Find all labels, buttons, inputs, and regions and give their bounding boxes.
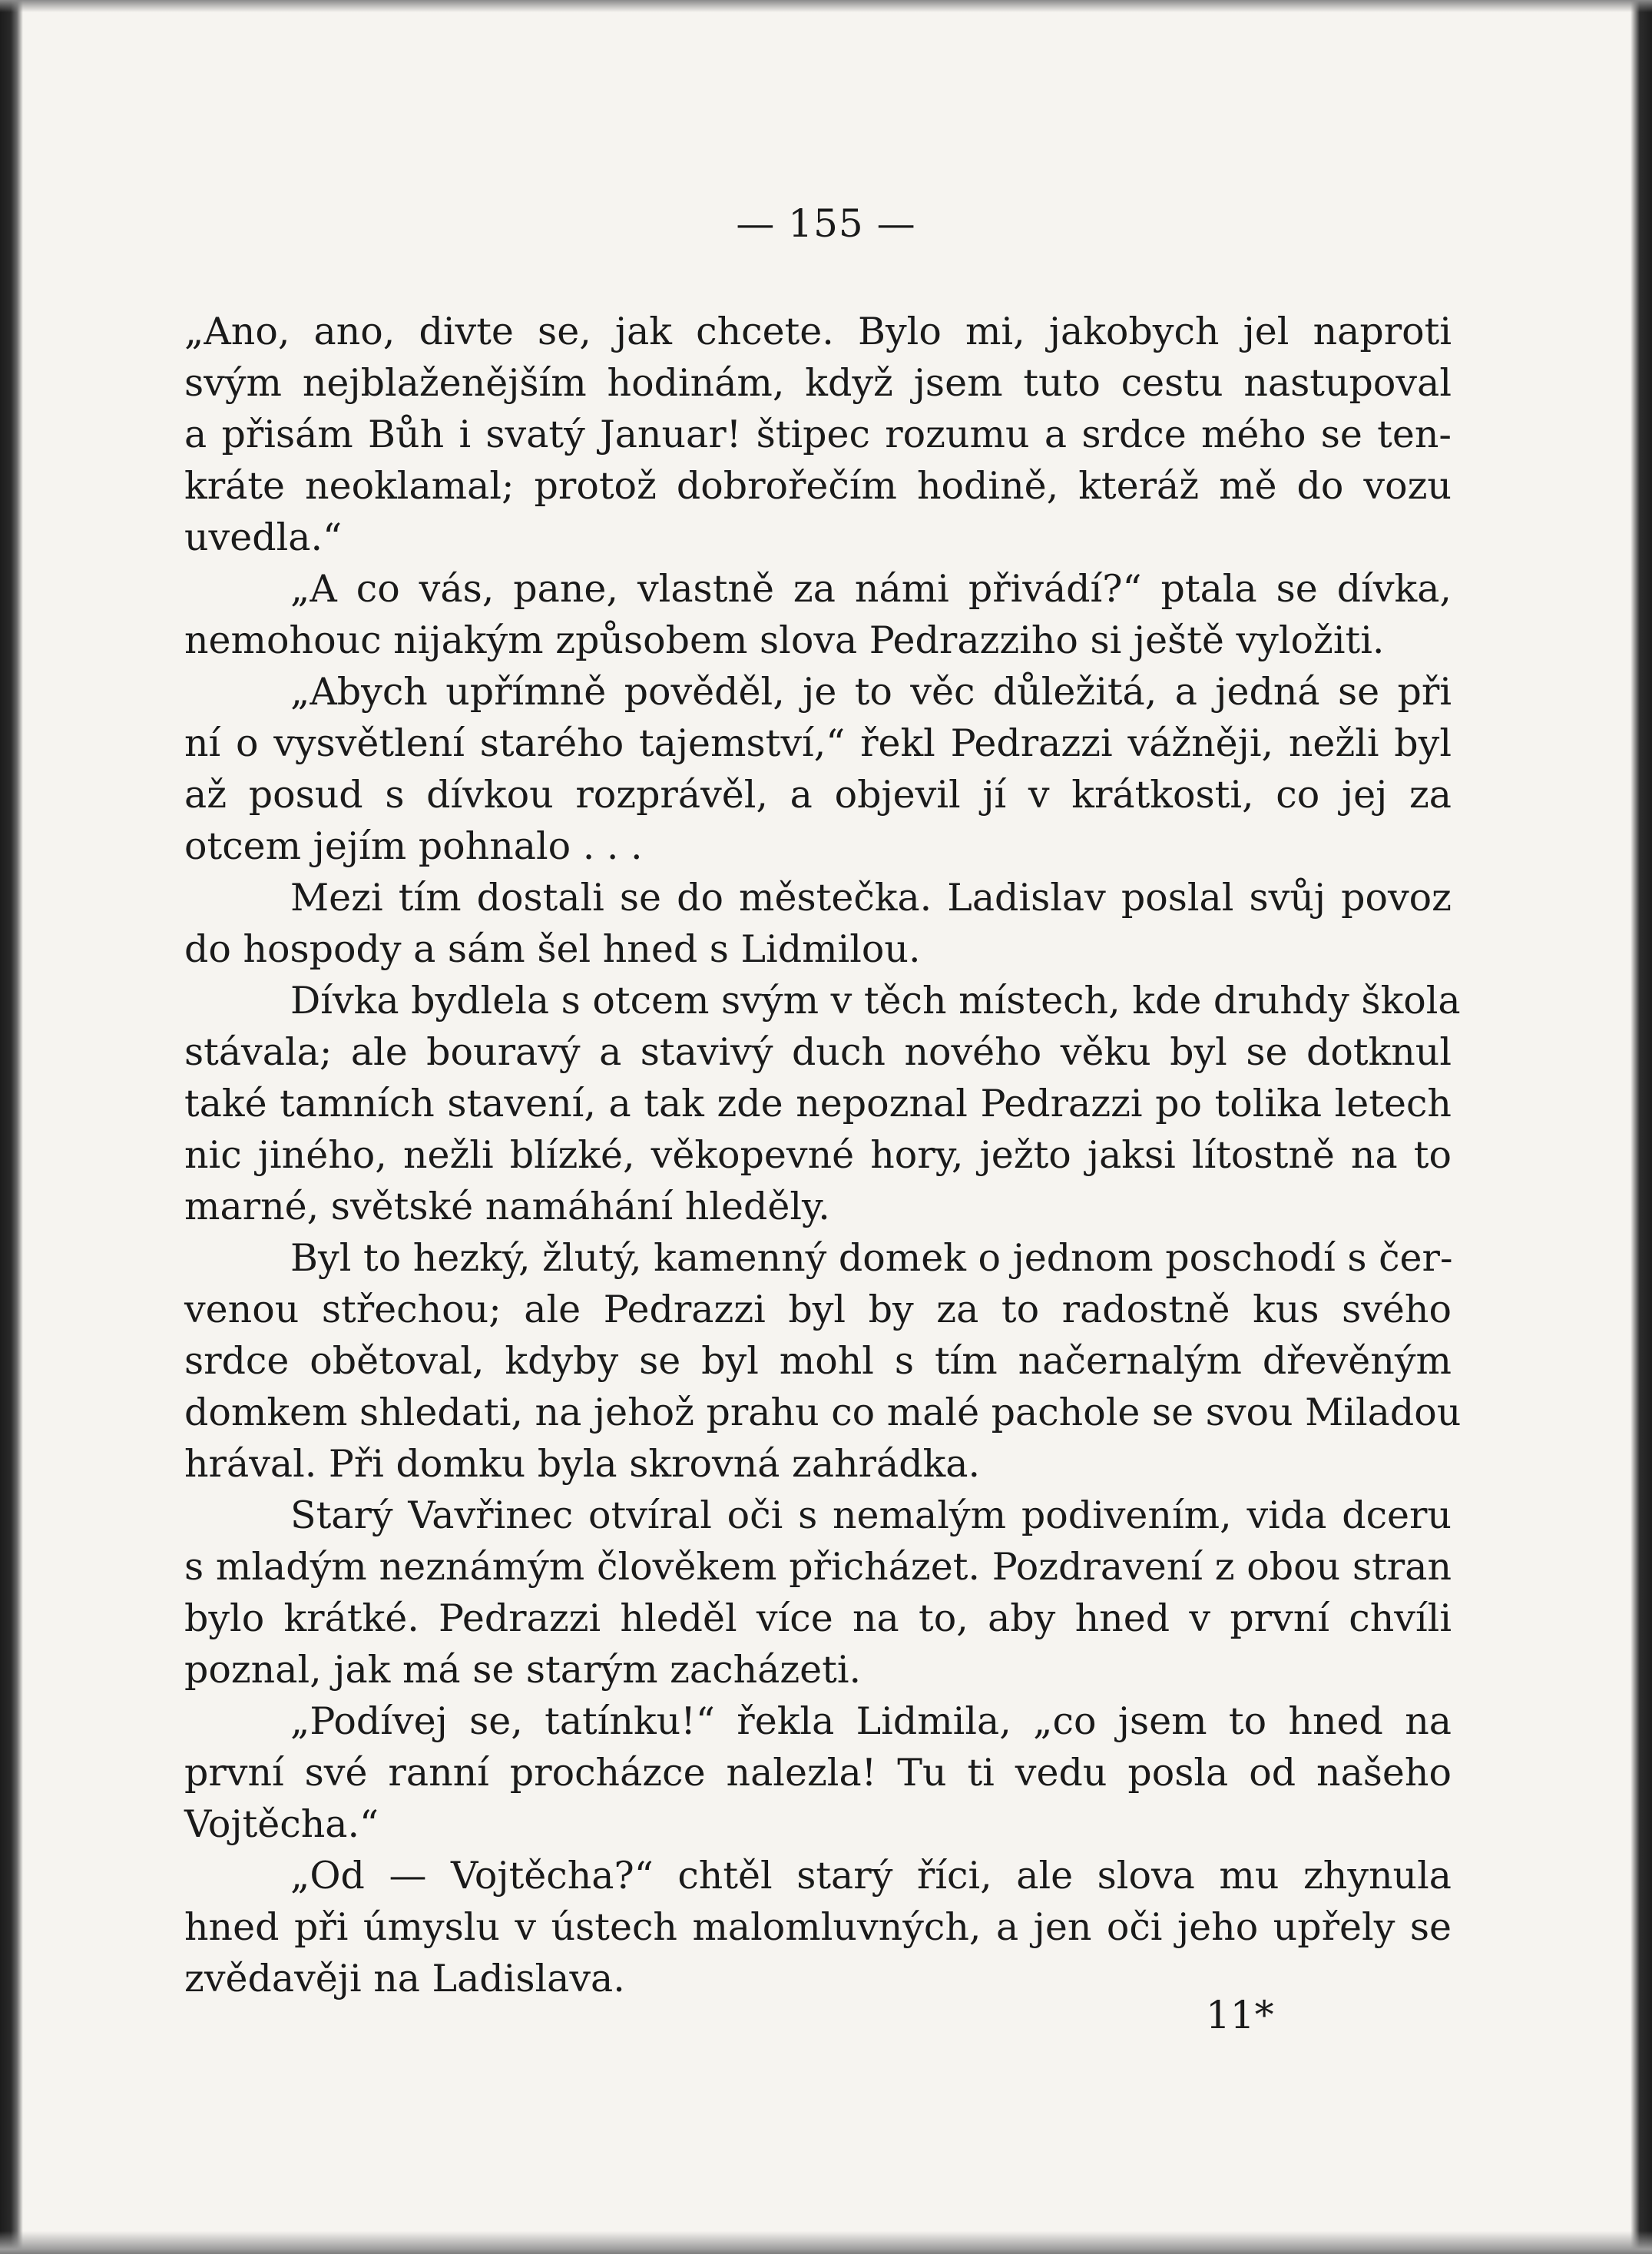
text-line: „A co vás, pane, vlastně za námi přivádí?“ ptala se dívka, (290, 567, 1452, 611)
text-line: nic jiného, nežli blízké, věkopevné hory, ježto jaksi lítostně na to (184, 1133, 1452, 1177)
text-line: až posud s dívkou rozprávěl, a objevil jí v krátkosti, co jej za (184, 773, 1452, 817)
text-line: „Od — Vojtěcha?“ chtěl starý říci, ale slova mu zhynula (290, 1854, 1452, 1898)
text-line: marné, světské namáhání hleděly. (184, 1185, 830, 1228)
text-line: otcem jejím pohnalo . . . (184, 824, 643, 868)
text-line: venou střechou; ale Pedrazzi byl by za to radostně kus svého (184, 1288, 1452, 1331)
text-line: hrával. Při domku byla skrovná zahrádka. (184, 1442, 981, 1486)
text-line: Mezi tím dostali se do městečka. Ladislav poslal svůj povoz (290, 876, 1452, 920)
text-line: Byl to hezký, žlutý, kamenný domek o jednom poschodí s čer- (290, 1236, 1453, 1280)
text-line: také tamních stavení, a tak zde nepoznal Pedrazzi po tolika letech (184, 1082, 1452, 1125)
text-line: „Podívej se, tatínku!“ řekla Lidmila, „co jsem to hned na (290, 1699, 1452, 1743)
text-line: do hospody a sám šel hned s Lidmilou. (184, 927, 921, 971)
body-text (184, 306, 1462, 2004)
text-line: Starý Vavřinec otvíral oči s nemalým podivením, vida dceru (290, 1493, 1452, 1537)
page-right-edge (1630, 0, 1652, 2254)
page-left-edge (0, 0, 23, 2254)
text-line: „Ano, ano, divte se, jak chcete. Bylo mi, jakobych jel naproti (184, 310, 1452, 353)
text-line: první své ranní procházce nalezla! Tu ti vedu posla od našeho (184, 1751, 1452, 1795)
signature-mark: 11* (1206, 1993, 1274, 2037)
text-line: uvedla.“ (184, 515, 343, 559)
text-line: „Abych upřímně pověděl, je to věc důležitá, a jedná se při (290, 670, 1452, 714)
text-line: bylo krátké. Pedrazzi hleděl více na to, aby hned v první chvíli (184, 1596, 1452, 1640)
text-line: kráte neoklamal; protož dobrořečím hodině, kteráž mě do vozu (184, 464, 1452, 508)
text-line: Vojtěcha.“ (184, 1802, 379, 1846)
text-line: a přisám Bůh i svatý Januar! štipec rozumu a srdce mého se ten- (184, 413, 1452, 456)
text-line: zvědavěji na Ladislava. (184, 1957, 625, 2000)
text-line: ní o vysvětlení starého tajemství,“ řekl Pedrazzi vážněji, nežli byl (184, 721, 1452, 765)
page-number: — 155 — (736, 201, 916, 246)
page-bottom-edge (0, 2231, 1652, 2254)
page-top-edge (0, 0, 1652, 12)
text-line: svým nejblaženějším hodinám, když jsem tuto cestu nastupoval (184, 361, 1452, 405)
text-line: stávala; ale bouravý a stavivý duch nového věku byl se dotknul (184, 1030, 1452, 1074)
text-line: s mladým neznámým člověkem přicházet. Pozdravení z obou stran (184, 1545, 1452, 1589)
text-line: poznal, jak má se starým zacházeti. (184, 1648, 862, 1692)
text-line: hned při úmyslu v ústech malomluvných, a jen oči jeho upřely se (184, 1905, 1452, 1949)
text-line: domkem shledati, na jehož prahu co malé pachole se svou Miladou (184, 1391, 1462, 1434)
text-line: nemohouc nijakým způsobem slova Pedrazziho si ještě vyložiti. (184, 618, 1385, 662)
text-line: srdce obětoval, kdyby se byl mohl s tím načernalým dřevěným (184, 1339, 1452, 1383)
text-line: Dívka bydlela s otcem svým v těch místech, kde druhdy škola (290, 979, 1461, 1023)
